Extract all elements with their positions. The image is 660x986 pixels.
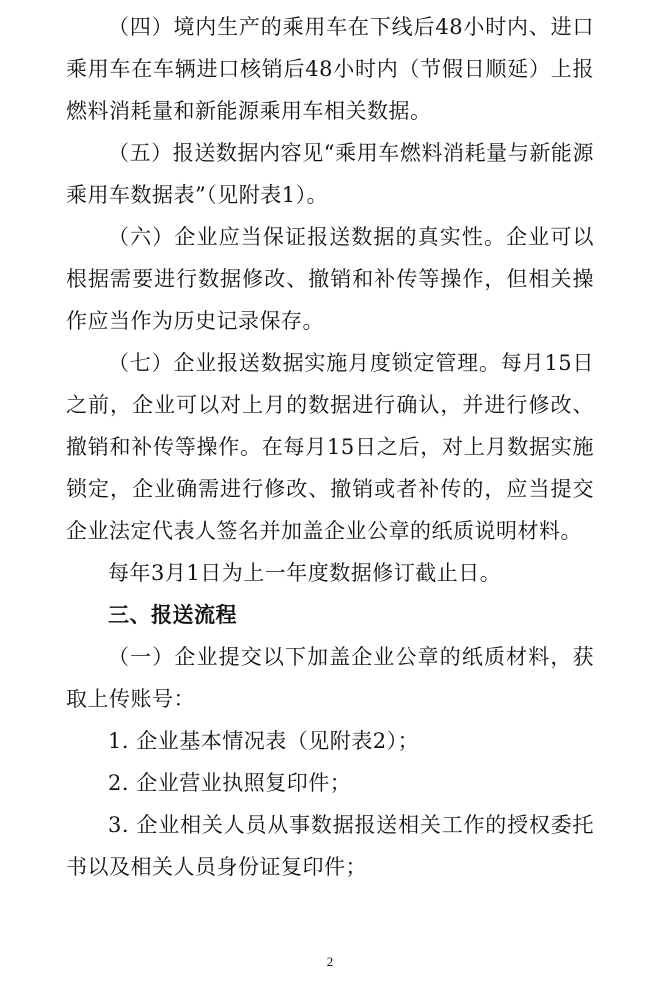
section-heading-reporting-process: 三、报送流程 (108, 603, 237, 627)
paragraph-7-monthly-lock: （七）企业报送数据实施月度锁定管理。每月15日之前，企业可以对上月的数据进行确认，并进行修改、撤销和补传等操作。在每月15日之后，对上月数据实施锁定，企业确需进行修改、撤销或者补传的，应当提交企业法定代表人签名并加盖企业公章的纸质说明材料。 (66, 351, 594, 543)
list-item-authorization-letter: 3. 企业相关人员从事数据报送相关工作的授权委托书以及相关人员身份证复印件； (66, 813, 594, 879)
paragraph-4-reporting-timing: （四）境内生产的乘用车在下线后48小时内、进口乘用车在车辆进口核销后48小时内（节假日顺延）上报燃料消耗量和新能源乘用车相关数据。 (66, 15, 594, 123)
list-item-company-info-form: 1. 企业基本情况表（见附表2）； (108, 729, 420, 753)
paragraph-6-data-authenticity: （六）企业应当保证报送数据的真实性。企业可以根据需要进行数据修改、撤销和补传等操作，但相关操作应当作为历史记录保存。 (66, 225, 594, 333)
paragraph-revision-deadline: 每年3月1日为上一年度数据修订截止日。 (108, 561, 502, 585)
paragraph-5-data-content: （五）报送数据内容见“乘用车燃料消耗量与新能源乘用车数据表”（见附表1）。 (66, 141, 594, 207)
paragraph-process-step-1: （一）企业提交以下加盖企业公章的纸质材料，获取上传账号： (66, 645, 594, 711)
list-item-business-license-copy: 2. 企业营业执照复印件； (108, 771, 352, 795)
page-number: 2 (326, 954, 334, 969)
